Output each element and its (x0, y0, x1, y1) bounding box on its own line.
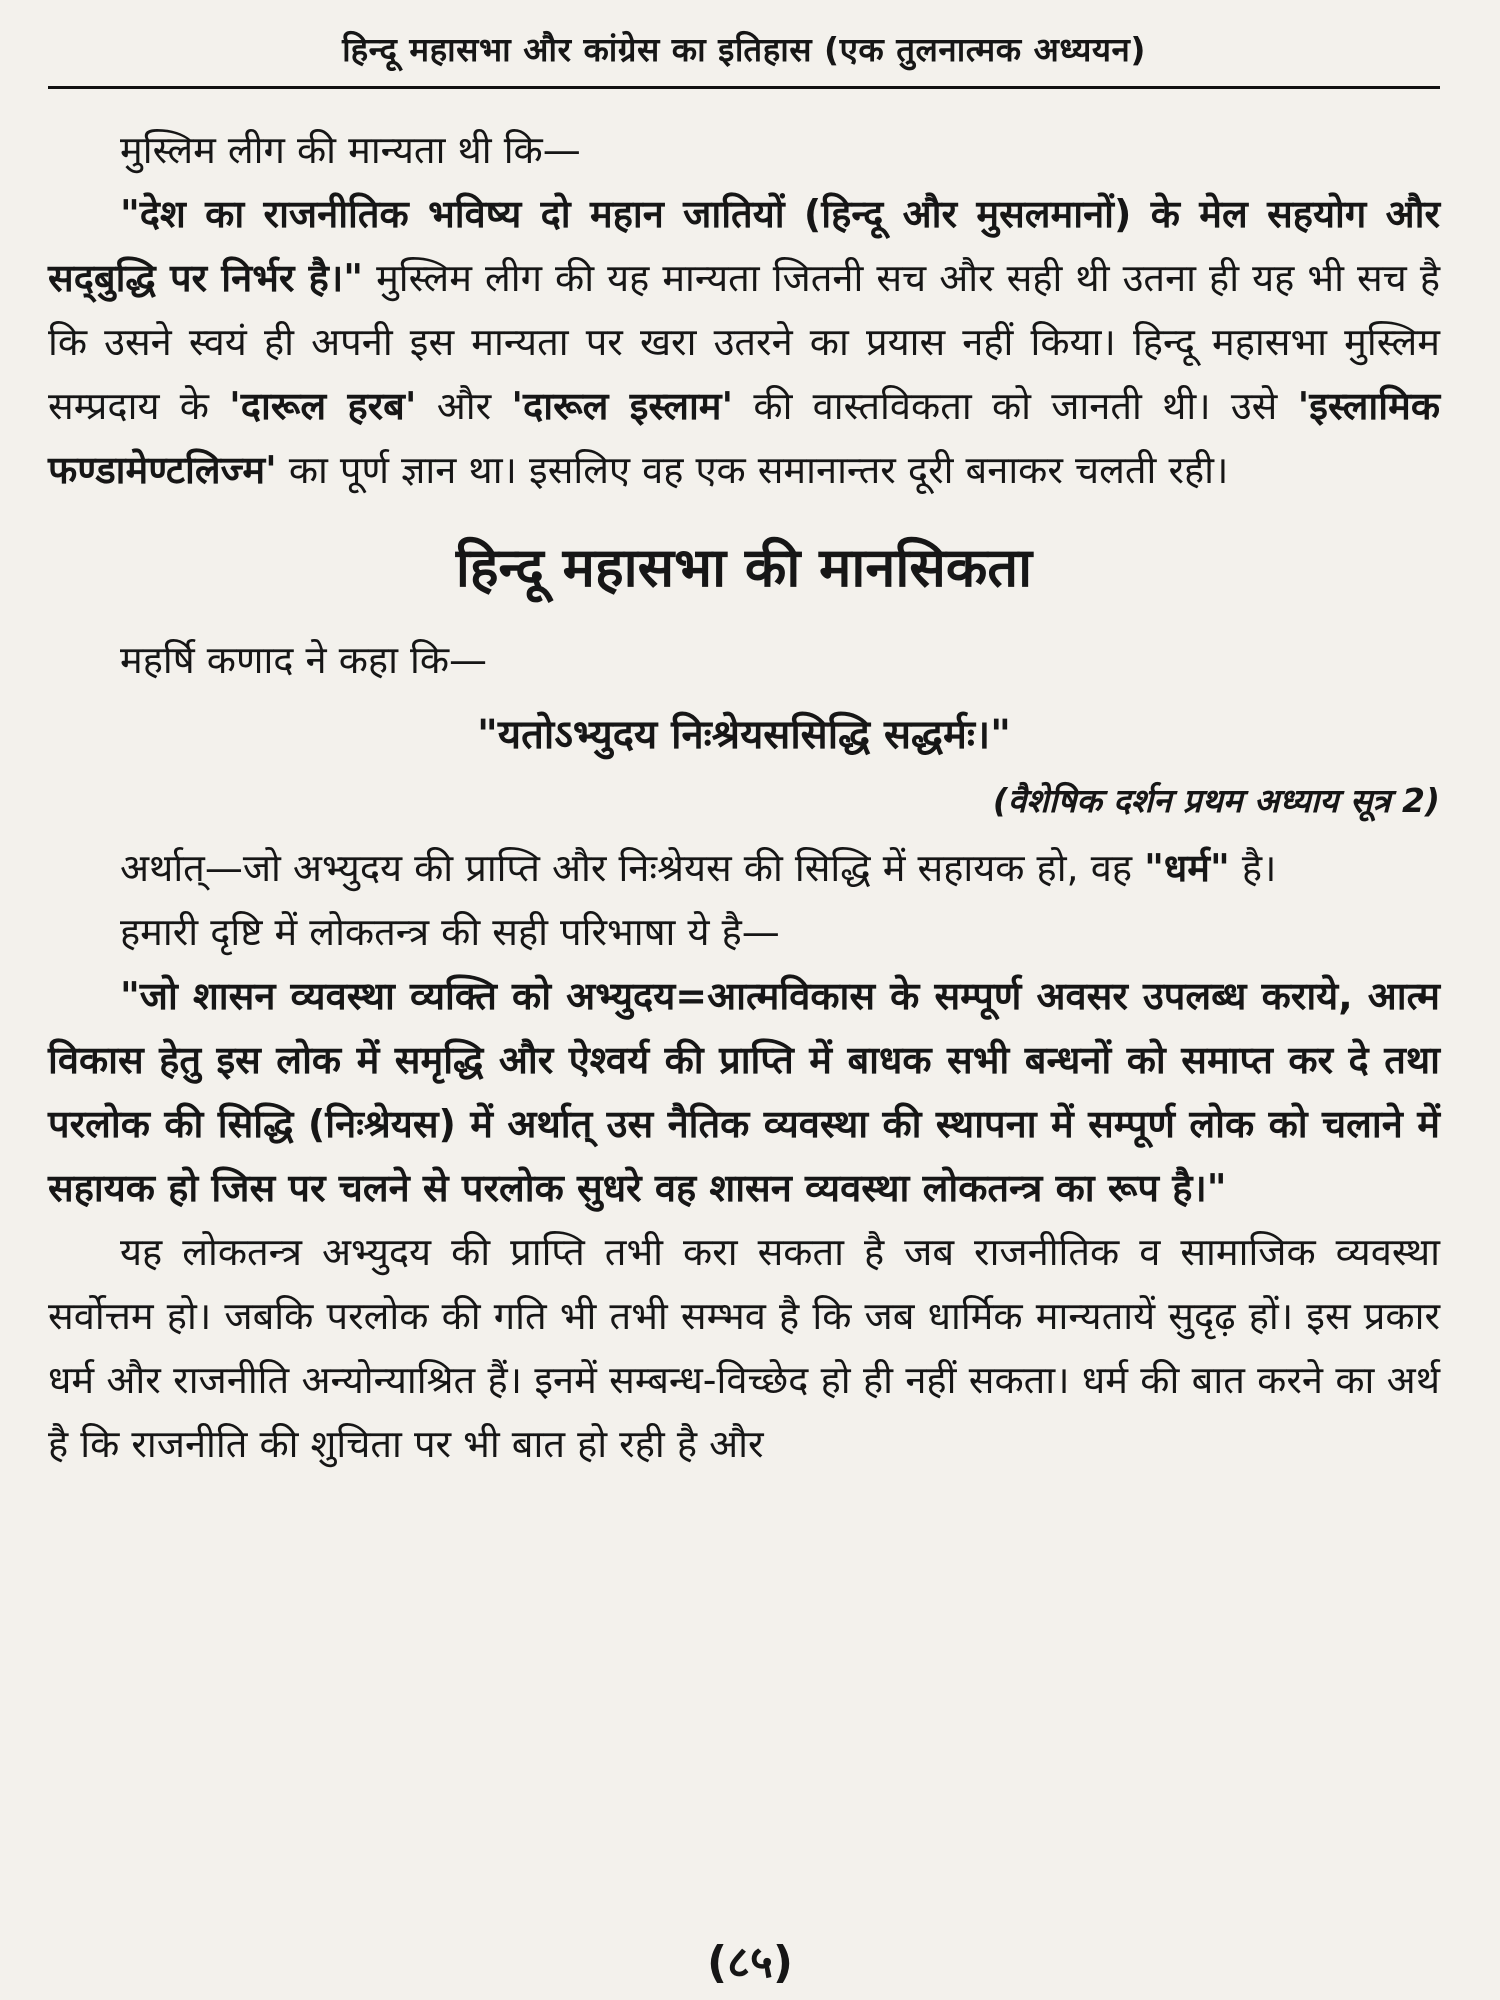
meaning-text-b: है। (1229, 846, 1277, 890)
meaning-paragraph (48, 836, 1440, 900)
league-text-d: का पूर्ण ज्ञान था। इसलिए वह एक समानान्तर दूरी बनाकर चलती रही। (276, 448, 1229, 492)
term-islamic-fundamentalism: 'इस्लामिक फण्डामेण्टलिज्म' (48, 384, 1441, 492)
term-darul-islam: 'दारूल इस्लाम' (511, 384, 734, 428)
democracy-definition-quote: "जो शासन व्यवस्था व्यक्ति को अभ्युदय=आत्मविकास के सम्पूर्ण अवसर उपलब्ध कराये, आत्म विकास हेतु इस लोक में समृद्धि और ऐश्वर्य की प्राप्ति में बाधक सभी बन्धनों को समाप्त कर दे तथा परलोक की सिद्धि (निःश्रेयस) में अर्थात् उस नैतिक व्यवस्था की स्थापना में सम्पूर्ण लोक को चलाने में सहायक हो जिस पर चलने से परलोक सुधरे वह शासन व्यवस्था लोकतन्त्र का रूप है।" (48, 974, 1440, 1210)
league-text-b: और (416, 384, 512, 428)
sanskrit-verse: "यतोऽभ्युदय निःश्रेयससिद्धि सद्धर्मः।" (477, 712, 1011, 758)
meaning-text-a: अर्थात्—जो अभ्युदय की प्राप्ति और निःश्रेयस की सिद्धि में सहायक हो, वह (120, 846, 1145, 890)
section-heading: हिन्दू महासभा की मानसिकता (455, 536, 1033, 599)
league-quote: "देश का राजनीतिक भविष्य दो महान जातियों (हिन्दू और मुसलमानों) के मेल सहयोग और सद्‌बुद्धि पर निर्भर है।" (48, 192, 1440, 300)
kanad-intro: महर्षि कणाद ने कहा कि— (120, 638, 488, 682)
term-dharma: "धर्म" (1144, 846, 1230, 890)
league-paragraph (48, 182, 1440, 502)
league-intro: मुस्लिम लीग की मान्यता थी कि— (120, 128, 581, 172)
body-text (48, 118, 1440, 1476)
page-number: (८५) (707, 1937, 793, 1988)
league-text-a: मुस्लिम लीग की यह मान्यता जितनी सच और सही थी उतना ही यह भी सच है कि उसने स्वयं ही अपनी इस मान्यता पर खरा उतरने का प्रयास नहीं किया। हिन्दू महासभा मुस्लिम सम्प्रदाय के (48, 256, 1440, 428)
verse-citation: (वैशेषिक दर्शन प्रथम अध्याय सूत्र 2) (992, 781, 1440, 820)
definition-intro: हमारी दृष्टि में लोकतन्त्र की सही परिभाषा ये है— (120, 910, 780, 954)
league-text-c: की वास्तविकता को जानती थी। उसे (733, 384, 1298, 428)
running-head-title: हिन्दू महासभा और कांग्रेस का इतिहास (एक तुलनात्मक अध्ययन) (342, 30, 1146, 69)
closing-paragraph: यह लोकतन्त्र अभ्युदय की प्राप्ति तभी करा सकता है जब राजनीतिक व सामाजिक व्यवस्था सर्वोत्तम हो। जबकि परलोक की गति भी तभी सम्भव है कि जब धार्मिक मान्यतायें सुदृढ़ हों। इस प्रकार धर्म और राजनीति अन्योन्याश्रित हैं। इनमें सम्बन्ध-विच्छेद हो ही नहीं सकता। धर्म की बात करने का अर्थ है कि राजनीति की शुचिता पर भी बात हो रही है और (48, 1230, 1440, 1466)
header-rule (48, 86, 1440, 89)
term-darul-harab: 'दारूल हरब' (229, 384, 417, 428)
